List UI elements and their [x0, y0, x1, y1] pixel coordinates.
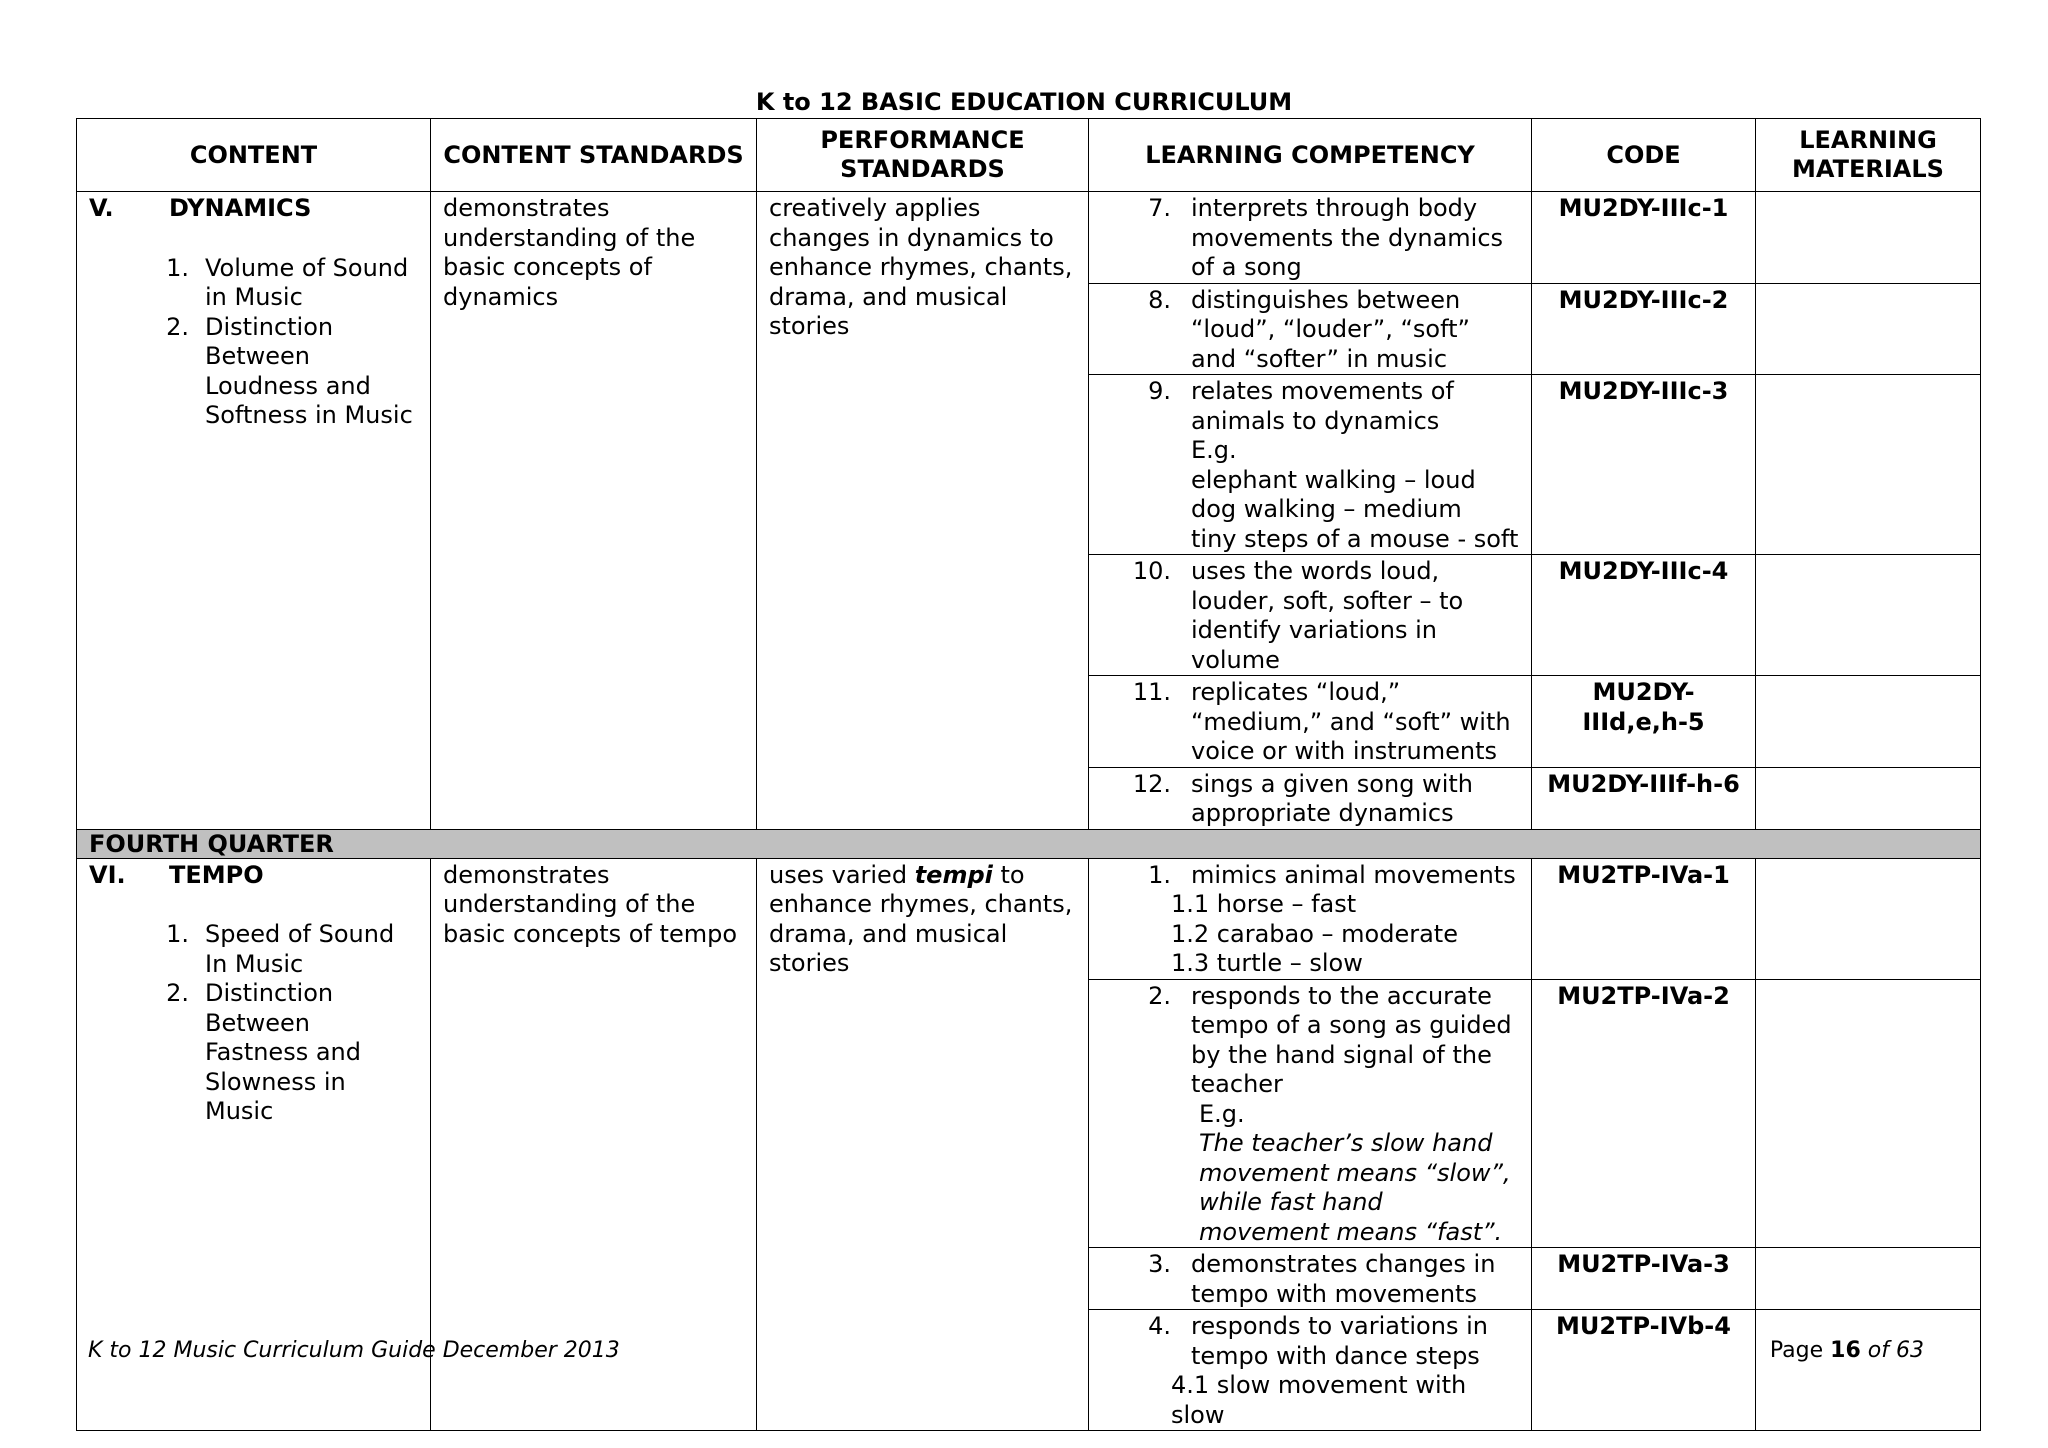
list-item: 2. Distinction Between Loudness and Softness in Music: [166, 312, 413, 429]
competency-cell: 1. mimics animal movements 1.1 horse – fast 1.2 carabao – moderate 1.3 turtle – slow: [1089, 858, 1532, 979]
competency-cell: 2. responds to the accurate tempo of a song as guided by the hand signal of the teacher E.g. The teacher’s slow hand movement means “slow”, while fast hand movement means “fast”.: [1089, 979, 1532, 1248]
competency-cell: 10. uses the words loud, louder, soft, softer – to identify variations in volume: [1089, 555, 1532, 676]
performance-standard-cell: creatively applies changes in dynamics to enhance rhymes, chants, drama, and musical stories: [757, 192, 1089, 830]
code-cell: MU2TP-IVa-3: [1532, 1248, 1756, 1310]
column-header-learning-materials: LEARNING MATERIALS: [1756, 119, 1981, 192]
content-standard-cell: demonstrates understanding of the basic concepts of dynamics: [431, 192, 757, 830]
table-row: [77, 192, 1981, 284]
content-cell-dynamics: [77, 192, 431, 830]
competency-cell: 4. responds to variations in tempo with dance steps 4.1 slow movement with slow: [1089, 1310, 1532, 1431]
materials-cell: [1756, 375, 1981, 555]
code-cell: MU2DY-IIIc-2: [1532, 283, 1756, 375]
competency-cell: 8. distinguishes between “loud”, “louder”, “soft” and “softer” in music: [1089, 283, 1532, 375]
code-cell: MU2DY-IIIc-4: [1532, 555, 1756, 676]
competency-cell: 11. replicates “loud,” “medium,” and “soft” with voice or with instruments: [1089, 676, 1532, 768]
column-header-content-standards: CONTENT STANDARDS: [431, 119, 757, 192]
materials-cell: [1756, 555, 1981, 676]
curriculum-table: [76, 118, 1981, 1431]
performance-standard-cell: uses varied tempi to enhance rhymes, chants, drama, and musical stories: [757, 858, 1089, 1431]
column-header-performance-standards: PERFORMANCE STANDARDS: [757, 119, 1089, 192]
competency-cell: 9. relates movements of animals to dynamics E.g. elephant walking – loud dog walking – medium tiny steps of a mouse - soft: [1089, 375, 1532, 555]
page-title: K to 12 BASIC EDUCATION CURRICULUM: [755, 88, 1293, 116]
column-header-content: CONTENT: [77, 119, 431, 192]
quarter-label: FOURTH QUARTER: [77, 829, 1981, 858]
table-row: [77, 858, 1981, 979]
code-cell: MU2DY-IIIf-h-6: [1532, 767, 1756, 829]
materials-cell: [1756, 283, 1981, 375]
code-cell: MU2DY- IIId,e,h-5: [1532, 676, 1756, 768]
competency-cell: 3. demonstrates changes in tempo with movements: [1089, 1248, 1532, 1310]
quarter-row: [77, 829, 1981, 858]
column-header-learning-competency: LEARNING COMPETENCY: [1089, 119, 1532, 192]
list-item: 1. Volume of Sound in Music: [166, 253, 409, 311]
code-cell: MU2DY-IIIc-1: [1532, 192, 1756, 284]
materials-cell: [1756, 192, 1981, 284]
footer-guide-title: K to 12 Music Curriculum Guide December 2013: [88, 1338, 620, 1363]
code-cell: MU2TP-IVb-4: [1532, 1310, 1756, 1431]
code-cell: MU2TP-IVa-1: [1532, 858, 1756, 979]
materials-cell: [1756, 676, 1981, 768]
materials-cell: [1756, 1310, 1981, 1431]
competency-cell: 12. sings a given song with appropriate dynamics: [1089, 767, 1532, 829]
materials-cell: [1756, 858, 1981, 979]
footer-page-number: Page 16 of 63: [1769, 1338, 1924, 1363]
section-heading: VI. TEMPO: [89, 860, 264, 889]
content-standard-cell: demonstrates understanding of the basic concepts of tempo: [431, 858, 757, 1431]
materials-cell: [1756, 767, 1981, 829]
competency-cell: 7. interprets through body movements the dynamics of a song: [1089, 192, 1532, 284]
table-header-row: [77, 119, 1981, 192]
materials-cell: [1756, 979, 1981, 1248]
code-cell: MU2DY-IIIc-3: [1532, 375, 1756, 555]
materials-cell: [1756, 1248, 1981, 1310]
list-item: 2. Distinction Between Fastness and Slowness in Music: [166, 979, 361, 1125]
code-cell: MU2TP-IVa-2: [1532, 979, 1756, 1248]
column-header-code: CODE: [1532, 119, 1756, 192]
list-item: 1. Speed of Sound In Music: [166, 920, 395, 978]
subtopic-list: [89, 254, 418, 431]
subtopic-list: [89, 920, 418, 1127]
section-heading: V. DYNAMICS: [89, 194, 312, 222]
